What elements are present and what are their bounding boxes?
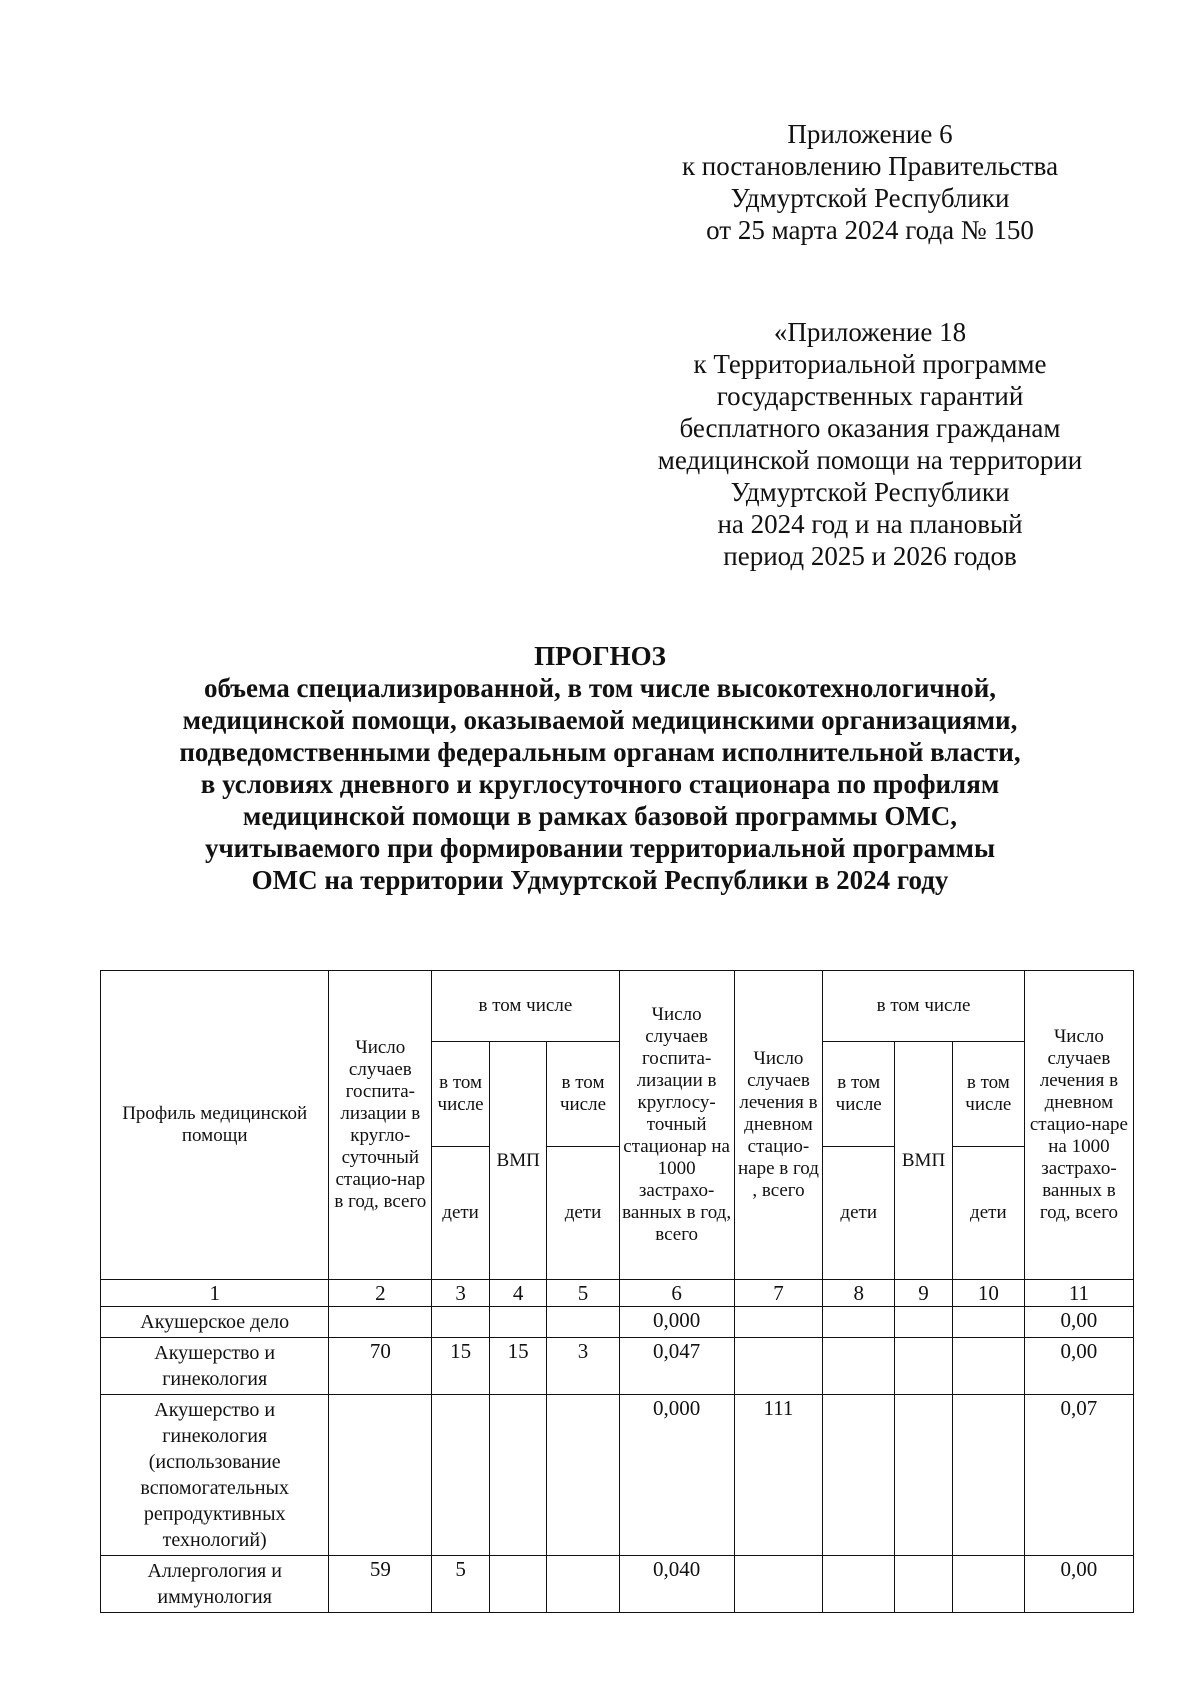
column-number: 1 [101, 1280, 329, 1307]
attachment-line: к Территориальной программе [693, 349, 1047, 379]
appendix-reference [640, 118, 1100, 246]
table-cell: 0,047 [619, 1338, 734, 1395]
column-number: 8 [823, 1280, 895, 1307]
table-row [101, 1338, 1134, 1395]
table-cell [823, 1307, 895, 1338]
table-cell [432, 1307, 490, 1338]
table-cell [895, 1307, 953, 1338]
column-number: 4 [489, 1280, 547, 1307]
attachment-line: период 2025 и 2026 годов [723, 541, 1017, 571]
table-cell [547, 1307, 619, 1338]
header-vmp-2: ВМП [895, 1042, 953, 1280]
table-cell [952, 1556, 1024, 1613]
table-cell [329, 1395, 432, 1556]
title-main: ПРОГНОЗ [534, 641, 666, 671]
cell-profile: Аллергология и иммунология [101, 1556, 329, 1613]
table-row [101, 1307, 1134, 1338]
column-number: 11 [1024, 1280, 1133, 1307]
table-cell: 0,00 [1024, 1556, 1133, 1613]
table-cell [952, 1395, 1024, 1556]
appendix-line: к постановлению Правительства [681, 151, 1059, 181]
table-cell: 70 [329, 1338, 432, 1395]
attachment-line: медицинской помощи на территории [657, 445, 1083, 475]
table-cell [823, 1338, 895, 1395]
table-cell [547, 1395, 619, 1556]
column-number: 3 [432, 1280, 490, 1307]
table-cell: 0,000 [619, 1395, 734, 1556]
table-cell [734, 1556, 822, 1613]
column-number: 5 [547, 1280, 619, 1307]
appendix-line: Удмуртской Республики [730, 183, 1010, 213]
cell-profile: Акушерство и гинекология [101, 1338, 329, 1395]
title-line: в условиях дневного и круглосуточного стационара по профилям [200, 769, 1000, 799]
column-number: 7 [734, 1280, 822, 1307]
column-number: 9 [895, 1280, 953, 1307]
table-cell: 15 [489, 1338, 547, 1395]
header-vmp-1: ВМП [489, 1042, 547, 1280]
table-cell [734, 1307, 822, 1338]
header-incl-sub-2: в том числе [547, 1042, 619, 1147]
title-line: медицинской помощи, оказываемой медицинскими организациями, [182, 705, 1018, 735]
table-cell: 0,00 [1024, 1338, 1133, 1395]
header-children-2: дети [547, 1147, 619, 1280]
forecast-table [100, 970, 1134, 1613]
attachment-reference [615, 316, 1125, 572]
header-hosp-per-1000: Число случаев госпита-лизации в круглосу-точный стационар на 1000 застрахо-ванных в год, всего [619, 971, 734, 1280]
attachment-line: государственных гарантий [716, 381, 1024, 411]
table-cell [952, 1307, 1024, 1338]
header-children-3: дети [823, 1147, 895, 1280]
table-cell [823, 1395, 895, 1556]
appendix-line: Приложение 6 [787, 119, 953, 149]
attachment-line: на 2024 год и на плановый [717, 509, 1023, 539]
header-incl-sub-3: в том числе [823, 1042, 895, 1147]
table-cell: 0,000 [619, 1307, 734, 1338]
table-cell [952, 1338, 1024, 1395]
table-cell [895, 1395, 953, 1556]
table-cell [489, 1556, 547, 1613]
column-number-row [101, 1280, 1134, 1307]
table-cell [329, 1307, 432, 1338]
title-line: ОМС на территории Удмуртской Республики в 2024 году [251, 865, 949, 895]
header-children-1: дети [432, 1147, 490, 1280]
title-line: медицинской помощи в рамках базовой программы ОМС, [242, 801, 958, 831]
table-cell [547, 1556, 619, 1613]
table-cell [489, 1307, 547, 1338]
attachment-line: Удмуртской Республики [730, 477, 1010, 507]
table-cell: 0,040 [619, 1556, 734, 1613]
column-number: 10 [952, 1280, 1024, 1307]
cell-profile: Акушерство и гинекология (использование вспомогательных репродуктивных технологий) [101, 1395, 329, 1556]
header-hosp-total: Число случаев госпита-лизации в кругло-суточный стацио-нар в год, всего [329, 971, 432, 1280]
table-cell: 15 [432, 1338, 490, 1395]
cell-profile: Акушерское дело [101, 1307, 329, 1338]
table-cell [895, 1338, 953, 1395]
table-cell: 0,00 [1024, 1307, 1133, 1338]
document-title [100, 640, 1100, 896]
appendix-line: от 25 марта 2024 года № 150 [706, 215, 1034, 245]
table-cell: 5 [432, 1556, 490, 1613]
table-cell [432, 1395, 490, 1556]
table-cell [895, 1556, 953, 1613]
table-cell [734, 1338, 822, 1395]
table-cell: 0,07 [1024, 1395, 1133, 1556]
header-incl-sub-4: в том числе [952, 1042, 1024, 1147]
attachment-line: бесплатного оказания гражданам [679, 413, 1061, 443]
header-profile: Профиль медицинской помощи [101, 971, 329, 1280]
table-row [101, 1395, 1134, 1556]
table-cell [489, 1395, 547, 1556]
header-day-total: Число случаев лечения в дневном стацио-наре в год , всего [734, 971, 822, 1280]
table-cell: 59 [329, 1556, 432, 1613]
column-number: 6 [619, 1280, 734, 1307]
header-incl-group-2: в том числе [823, 971, 1025, 1042]
column-number: 2 [329, 1280, 432, 1307]
header-incl-sub-1: в том числе [432, 1042, 490, 1147]
header-incl-group-1: в том числе [432, 971, 619, 1042]
header-children-4: дети [952, 1147, 1024, 1280]
attachment-line: «Приложение 18 [773, 317, 967, 347]
title-line: подведомственными федеральным органам исполнительной власти, [179, 737, 1021, 767]
title-line: объема специализированной, в том числе высокотехнологичной, [203, 673, 997, 703]
table-cell [823, 1556, 895, 1613]
table-cell: 111 [734, 1395, 822, 1556]
header-day-per-1000: Число случаев лечения в дневном стацио-наре на 1000 застрахо-ванных в год, всего [1024, 971, 1133, 1280]
table-cell: 3 [547, 1338, 619, 1395]
table-row [101, 1556, 1134, 1613]
title-line: учитываемого при формировании территориальной программы [204, 833, 996, 863]
